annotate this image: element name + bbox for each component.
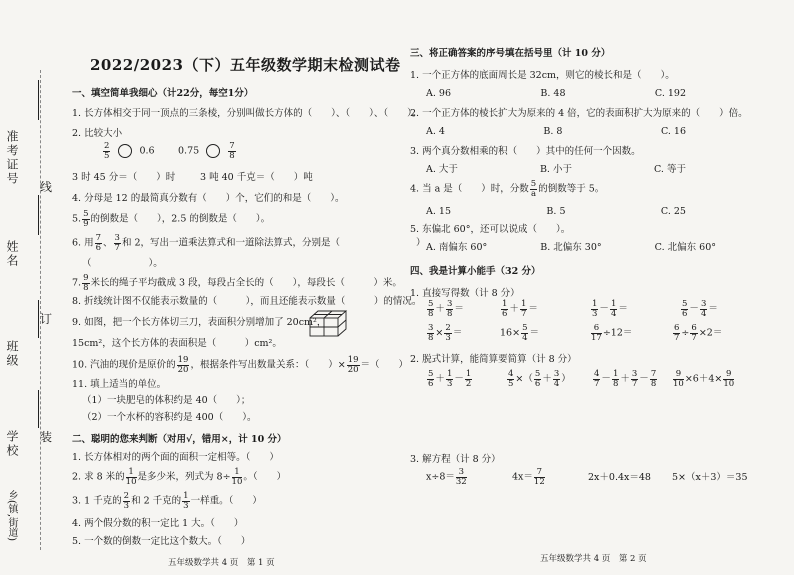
choice-5: 5. 东偏北 60°，还可以说成（ ）。 bbox=[410, 224, 571, 235]
question-8: 8. 折线统计图不仅能表示数量的（ ），而且还能表示数量（ ）的情况。 bbox=[72, 296, 422, 307]
question-1: 1. 长方体相交于同一顶点的三条棱，分别叫做长方体的（ ）、（ ）、（ ）。 bbox=[72, 108, 422, 119]
option-c[interactable]: C. 16 bbox=[660, 126, 686, 137]
township-label: 乡(镇,街道) bbox=[6, 490, 17, 541]
question-9a: 9. 如图，把一个长方体切三刀，表面积分别增加了 20cm²， bbox=[72, 317, 327, 328]
option-b[interactable]: B. 48 bbox=[540, 88, 566, 99]
fraction: $\frac{5}{a}$ bbox=[530, 179, 537, 199]
question-7: 7. $\frac{9}{8}$ 米长的绳子平均截成 3 段，每段占全长的（ ），每段长（ ）米。 bbox=[72, 273, 402, 293]
fraction: $\frac{7}{8}$ bbox=[229, 141, 235, 161]
option-a[interactable]: A. 南偏东 60° bbox=[426, 242, 488, 253]
calc-1-row-2b: 16× $\frac{5}{4}$ ＝ bbox=[500, 323, 539, 343]
question-5: 5. $\frac{5}{9}$ 的倒数是（ ），2.5 的倒数是（ ）。 bbox=[72, 209, 271, 229]
class-line bbox=[38, 300, 39, 338]
question-6: 6. 用 $\frac{7}{6}$ 、 $\frac{3}{7}$ 和 2，写出一道乘法算式和一道除法算式，分别是（ ） bbox=[72, 233, 426, 253]
fraction: $\frac{1}{10}$ bbox=[125, 467, 137, 487]
section-3-heading: 三、将正确答案的序号填在括号里（计 10 分） bbox=[410, 48, 611, 59]
question-3a: 3 时 45 分＝（ ）时 bbox=[72, 172, 176, 183]
calc-1-row-1b: $\frac{1}{6}$ ＋ $\frac{1}{7}$ ＝ bbox=[502, 299, 538, 319]
calc-2-heading: 2. 脱式计算，能简算要简算（计 8 分） bbox=[410, 354, 577, 365]
fraction: $\frac{5}{9}$ bbox=[83, 209, 89, 229]
option-c[interactable]: C. 192 bbox=[654, 88, 686, 99]
zhuang-char: 装 bbox=[40, 430, 53, 444]
class-label: 班级 bbox=[5, 340, 19, 368]
question-11a: （1）一块肥皂的体积约是 40（ ）； bbox=[82, 395, 251, 406]
option-b[interactable]: B. 5 bbox=[546, 206, 566, 217]
question-11b: （2）一个水杯的容积约是 400（ ）。 bbox=[82, 412, 257, 423]
question-2: 2. 比较大小 bbox=[72, 128, 123, 139]
equation-2: 4x＝ $\frac{7}{12}$ bbox=[512, 467, 545, 487]
calc-1-row-2: $\frac{3}{8}$ × $\frac{2}{3}$ ＝ bbox=[428, 323, 463, 343]
question-2b: 0.75 $\frac{7}{8}$ bbox=[178, 141, 235, 161]
choice-3-options bbox=[426, 164, 686, 176]
fraction: $\frac{2}{3}$ bbox=[123, 491, 130, 511]
ding-char: 订 bbox=[40, 312, 53, 326]
calc-2-expr-4: $\frac{9}{10}$ ×6＋4× $\frac{9}{10}$ bbox=[673, 369, 735, 389]
compare-circle[interactable] bbox=[206, 144, 220, 158]
fraction: $\frac{19}{20}$ bbox=[177, 355, 189, 375]
question-11: 11. 填上适当的单位。 bbox=[72, 379, 167, 390]
calc-2-expr-1: $\frac{5}{6}$ ＋ $\frac{1}{3}$ － $\frac{1}{2}$ bbox=[428, 369, 472, 389]
option-a[interactable]: A. 4 bbox=[426, 126, 445, 137]
question-4: 4. 分母是 12 的最简真分数有（ ）个，它们的和是（ ）。 bbox=[72, 193, 345, 204]
fraction: $\frac{19}{20}$ bbox=[347, 355, 359, 375]
fraction: $\frac{3}{32}$ bbox=[455, 467, 467, 487]
fraction: $\frac{1}{3}$ bbox=[183, 491, 189, 511]
question-10: 10. 汽油的现价是原价的 $\frac{19}{20}$ ，根据条件写出数量关系：（ ）× $\frac{19}{20}$ ＝（ ） bbox=[72, 355, 409, 375]
option-b[interactable]: B. 北偏东 30° bbox=[540, 242, 602, 253]
calc-1-row-2d: $\frac{6}{7}$ ÷ $\frac{6}{7}$ ×2＝ bbox=[674, 323, 723, 343]
school-label: 学校 bbox=[5, 430, 19, 458]
equation-1: x÷8＝ $\frac{3}{32}$ bbox=[426, 467, 467, 487]
equation-3: 2x＋0.4x＝48 bbox=[588, 472, 651, 483]
calc-2-expr-3: $\frac{4}{7}$ － $\frac{1}{8}$ ＋ $\frac{3}{7}$ － $\frac{7}{8}$ bbox=[594, 369, 657, 389]
option-c[interactable]: C. 北偏东 60° bbox=[654, 242, 716, 253]
judge-4: 4. 两个假分数的积一定比 1 大。（ ） bbox=[72, 518, 244, 529]
question-9b: 15cm²，这个长方体的表面积是（ ）cm²。 bbox=[72, 338, 282, 349]
question-2a: $\frac{2}{5}$ 0.6 bbox=[104, 141, 155, 161]
judge-5: 5. 一个数的倒数一定比这个数大。（ ） bbox=[72, 536, 251, 547]
choice-3: 3. 两个真分数相乘的积（ ）其中的任何一个因数。 bbox=[410, 146, 641, 157]
section-1-heading: 一、填空简单我细心（计22分，每空1分） bbox=[72, 88, 254, 99]
choice-4: 4. 当 a 是（ ）时，分数 $\frac{5}{a}$ 的倒数等于 5。 bbox=[410, 179, 605, 199]
cuboid-figure bbox=[308, 308, 348, 338]
calc-1-row-1c: $\frac{1}{3}$ － $\frac{1}{4}$ ＝ bbox=[592, 299, 628, 319]
option-a[interactable]: A. 大于 bbox=[426, 164, 458, 175]
fraction: $\frac{3}{7}$ bbox=[114, 233, 120, 253]
calc-1-row-1d: $\frac{5}{6}$ － $\frac{3}{4}$ ＝ bbox=[682, 299, 718, 319]
fraction: $\frac{9}{8}$ bbox=[83, 273, 89, 293]
page-footer-right: 五年级数学共 4 页 第 2 页 bbox=[540, 554, 647, 564]
option-b[interactable]: B. 小于 bbox=[539, 164, 572, 175]
exam-title: 2022/2023（下）五年级数学期末检测试卷 bbox=[90, 56, 401, 74]
judge-2: 2. 求 8 米的 $\frac{1}{10}$ 是多少米，列式为 8÷ $\frac{1}{10}$ 。（ ） bbox=[72, 467, 287, 487]
xian-char: 线 bbox=[40, 180, 53, 194]
exam-number-label: 准考证号 bbox=[5, 130, 19, 186]
school-line bbox=[38, 390, 39, 428]
option-c[interactable]: C. 25 bbox=[660, 206, 686, 217]
fraction: $\frac{1}{10}$ bbox=[231, 467, 243, 487]
choice-4-options bbox=[426, 206, 686, 218]
page-footer-left: 五年级数学共 4 页 第 1 页 bbox=[168, 558, 275, 568]
choice-2: 2. 一个正方体的棱长扩大为原来的 4 倍，它的表面积扩大为原来的（ ）倍。 bbox=[410, 108, 748, 119]
choice-5-options bbox=[426, 242, 716, 254]
question-3b: 3 吨 40 千克＝（ ）吨 bbox=[200, 172, 313, 183]
binding-margin bbox=[0, 0, 62, 575]
option-c[interactable]: C. 等于 bbox=[654, 164, 686, 175]
fraction: $\frac{2}{5}$ bbox=[104, 141, 110, 161]
equation-4: 5×（x＋3）＝35 bbox=[672, 472, 748, 483]
fraction: $\frac{7}{12}$ bbox=[533, 467, 545, 487]
section-2-heading: 二、聪明的您来判断（对用√，错用×，计 10 分） bbox=[72, 434, 287, 445]
calc-1-row-1: $\frac{5}{8}$ ＋ $\frac{3}{8}$ ＝ bbox=[428, 299, 464, 319]
option-a[interactable]: A. 96 bbox=[426, 88, 451, 99]
calc-1-row-2c: $\frac{6}{17}$ ÷12＝ bbox=[591, 323, 633, 343]
exam-number-line bbox=[38, 80, 39, 120]
name-line bbox=[38, 195, 39, 235]
option-b[interactable]: B. 8 bbox=[543, 126, 563, 137]
section-4-heading: 四、我是计算小能手（32 分） bbox=[410, 266, 541, 277]
question-6-tail: （ ）。 bbox=[82, 258, 163, 269]
judge-1: 1. 长方体相对的两个面的面积一定相等。（ ） bbox=[72, 452, 279, 463]
choice-1-options bbox=[426, 88, 686, 100]
choice-1: 1. 一个正方体的底面周长是 32cm，则它的棱长和是（ ）。 bbox=[410, 70, 675, 81]
judge-3: 3. 1 千克的 $\frac{2}{3}$ 和 2 千克的 $\frac{1}{3}$ 一样重。（ ） bbox=[72, 491, 262, 511]
fraction: $\frac{7}{6}$ bbox=[95, 233, 102, 253]
choice-2-options bbox=[426, 126, 686, 138]
name-label: 姓名 bbox=[5, 240, 19, 268]
option-a[interactable]: A. 15 bbox=[426, 206, 451, 217]
calc-3-heading: 3. 解方程（计 8 分） bbox=[410, 454, 501, 465]
compare-circle[interactable] bbox=[118, 144, 132, 158]
calc-1-heading: 1. 直接写得数（计 8 分） bbox=[410, 288, 520, 299]
calc-2-expr-2: $\frac{4}{5}$ ×（ $\frac{5}{6}$ ＋ $\frac{3}{4}$ ） bbox=[508, 369, 571, 389]
